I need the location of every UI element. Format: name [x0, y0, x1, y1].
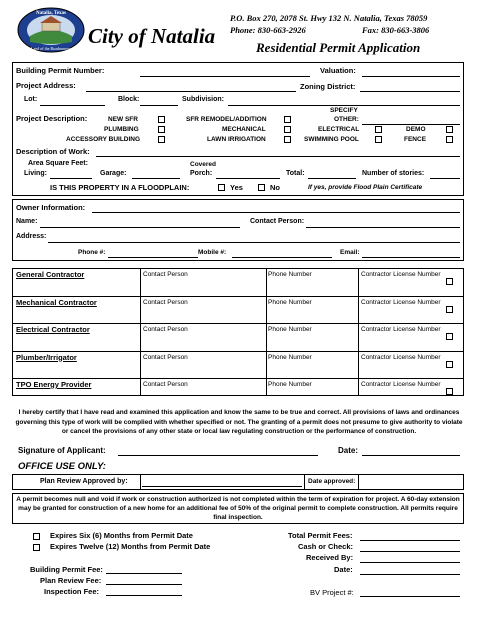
contractor-row-divider [12, 351, 464, 352]
checkbox-expires-six[interactable] [33, 533, 40, 540]
checkbox-accessory[interactable] [158, 136, 165, 143]
bv-project-field[interactable] [360, 596, 460, 597]
checkbox-mechanical[interactable] [284, 126, 291, 133]
valuation-field[interactable] [362, 76, 460, 77]
covered-label: Covered [190, 161, 217, 168]
contractor-phone-number: Phone Number [268, 353, 312, 361]
porch-label: Porch: [190, 170, 213, 177]
stories-field[interactable] [430, 178, 460, 179]
floodplain-no-label: No [270, 183, 280, 192]
type-sfr-remodel: SFR REMODEL/ADDITION [186, 116, 267, 123]
form-title: Residential Permit Application [256, 40, 421, 55]
type-new-sfr: NEW SFR [108, 116, 138, 123]
checkbox-sfr-remodel[interactable] [284, 116, 291, 123]
total-permit-fees-field[interactable] [360, 540, 460, 541]
total-permit-fees-label: Total Permit Fees: [288, 531, 353, 540]
seal-text-bottom: Land of the Roadrunners [31, 46, 71, 51]
project-address-field[interactable] [86, 91, 296, 92]
plan-review-divider-2 [304, 474, 305, 490]
owner-email-label: Email: [340, 249, 360, 256]
owner-info-label: Owner Information: [16, 203, 86, 212]
subdivision-label: Subdivision: [182, 96, 224, 103]
contractor-name: General Contractor [16, 270, 85, 279]
checkbox-floodplain-yes[interactable] [218, 184, 225, 191]
type-mechanical: MECHANICAL [222, 126, 266, 133]
building-permit-number-label: Building Permit Number: [16, 66, 105, 75]
contractor-contact-person: Contact Person [143, 271, 188, 278]
checkbox-lawn[interactable] [284, 136, 291, 143]
inspection-fee-field[interactable] [106, 595, 182, 596]
plan-review-fee-label: Plan Review Fee: [40, 576, 102, 585]
certification-text: I hereby certify that I have read and examined this application and know the same to be true and correct. All provisions of laws and ordinances governing this type of work will be complied with whether specified or not. The granting of a permit does not presume to give authority to violate or cancel the provisions of any other state or local law regulating construction or the performance of construction. [15, 409, 463, 435]
lot-label: Lot: [24, 96, 38, 103]
address-line: P.O. Box 270, 2078 St. Hwy 132 N. Natalia, Texas 78059 [230, 13, 428, 23]
building-permit-fee-label: Building Permit Fee: [30, 565, 103, 574]
description-of-work-field[interactable] [96, 156, 460, 157]
signature-field[interactable] [118, 455, 318, 456]
inspection-fee-label: Inspection Fee: [44, 587, 100, 596]
owner-contact-field[interactable] [306, 227, 460, 228]
porch-field[interactable] [216, 178, 280, 179]
expiration-notice: A permit becomes null and void if work or construction authorized is not completed within the term of expiration for project. A 60-day extension may be granted for construction of a new home for an additional fee of 50% of the original permit to complete construction. All permits require final inspection. [16, 496, 460, 521]
valuation-label: Valuation: [320, 66, 356, 75]
office-date-field[interactable] [360, 574, 460, 575]
signature-date-field[interactable] [362, 455, 460, 456]
contractor-contact-person: Contact Person [143, 326, 188, 333]
contractor-license-number: Contractor License Number [361, 381, 441, 388]
type-accessory: ACCESSORY BUILDING [66, 136, 141, 143]
checkbox-fence[interactable] [446, 136, 453, 143]
contractor-name: Electrical Contractor [16, 325, 90, 334]
checkbox-electrical[interactable] [375, 126, 382, 133]
contractor-contact-person: Contact Person [143, 298, 188, 306]
contractor-name: Mechanical Contractor [16, 297, 97, 307]
contractor-phone-number: Phone Number [268, 326, 312, 333]
owner-mobile-field[interactable] [232, 257, 332, 258]
date-approved-label: Date approved: [308, 478, 356, 485]
owner-email-field[interactable] [362, 257, 460, 258]
signature-date-label: Date: [338, 446, 359, 455]
description-of-work-label: Description of Work: [16, 147, 90, 156]
contractor-license-number: Contractor License Number [361, 298, 441, 306]
contractor-license-number: Contractor License Number [361, 353, 441, 361]
project-address-label: Project Address: [16, 81, 76, 90]
type-demo: DEMO [406, 126, 426, 133]
type-plumbing: PLUMBING [104, 126, 139, 133]
stories-label: Number of stories: [362, 170, 425, 177]
floodplain-question: IS THIS PROPERTY IN A FLOODPLAIN: [50, 183, 190, 192]
owner-name-field[interactable] [40, 227, 240, 228]
living-field[interactable] [50, 178, 92, 179]
received-by-field[interactable] [360, 562, 460, 563]
checkbox-new-sfr[interactable] [158, 116, 165, 123]
signature-label: Signature of Applicant: [18, 446, 106, 455]
project-description-label: Project Description: [16, 114, 88, 123]
block-field[interactable] [140, 105, 178, 106]
contractor-contact-person: Contact Person [143, 353, 188, 361]
contractor-col-divider-1 [140, 268, 141, 396]
office-use-heading: OFFICE USE ONLY: [18, 461, 106, 472]
building-permit-number-field[interactable] [140, 76, 310, 77]
living-label: Living: [24, 170, 47, 177]
cash-or-check-label: Cash or Check: [298, 542, 354, 551]
seal-text-top: Natalia, Texas [35, 11, 67, 16]
contractor-phone-number: Phone Number [268, 298, 312, 306]
contractor-row-divider [12, 323, 464, 324]
garage-label: Garage: [100, 170, 127, 177]
checkbox-expires-twelve[interactable] [33, 544, 40, 551]
area-square-feet-label: Area Square Feet: [28, 160, 88, 167]
owner-address-field[interactable] [48, 242, 460, 243]
type-lawn: LAWN IRRIGATION [207, 136, 266, 143]
fax-line: Fax: 830-663-3806 [362, 25, 430, 35]
city-seal [16, 6, 86, 54]
floodplain-yes-label: Yes [230, 183, 243, 192]
owner-contact-label: Contact Person: [250, 218, 305, 225]
checkbox-floodplain-no[interactable] [258, 184, 265, 191]
contractor-row-divider [12, 296, 464, 297]
contractor-license-checkbox[interactable] [446, 361, 453, 368]
office-date-label: Date: [334, 565, 353, 574]
zoning-district-field[interactable] [360, 91, 460, 92]
zoning-district-label: Zoning District: [300, 82, 356, 91]
owner-name-label: Name: [16, 218, 38, 225]
phone-line: Phone: 830-663-2926 [230, 25, 306, 35]
contractor-license-checkbox[interactable] [446, 306, 453, 313]
plan-review-approved-field[interactable] [142, 486, 302, 487]
garage-field[interactable] [132, 178, 180, 179]
contractor-name: Plumber/Irrigator [16, 352, 77, 362]
contractor-phone-number: Phone Number [268, 271, 312, 278]
checkbox-demo[interactable] [446, 126, 453, 133]
contractor-phone-number: Phone Number [268, 381, 312, 388]
checkbox-pool[interactable] [375, 136, 382, 143]
contractor-contact-person: Contact Person [143, 381, 188, 388]
bv-project-label: BV Project #: [310, 588, 354, 597]
contractor-license-checkbox[interactable] [446, 278, 453, 285]
expires-twelve-label: Expires Twelve (12) Months from Permit Date [50, 542, 211, 551]
contractor-col-divider-2 [266, 268, 267, 396]
specify-label: SPECIFY [330, 107, 358, 114]
type-fence: FENCE [404, 136, 427, 143]
contractor-col-divider-3 [358, 268, 359, 396]
plan-review-fee-field[interactable] [106, 584, 182, 585]
total-label: Total: [286, 170, 305, 177]
type-pool: SWIMMING POOL [304, 136, 359, 143]
plan-review-divider-3 [358, 474, 359, 490]
owner-phone-label: Phone #: [78, 249, 106, 256]
city-title: City of Natalia [88, 24, 216, 48]
type-electrical: ELECTRICAL [318, 126, 360, 133]
expires-six-label: Expires Six (6) Months from Permit Date [50, 531, 193, 540]
type-other: OTHER: [334, 116, 359, 123]
other-field[interactable] [362, 124, 460, 125]
plan-review-approved-label: Plan Review Approved by: [40, 478, 128, 485]
received-by-label: Received By: [306, 553, 354, 562]
building-permit-fee-field[interactable] [106, 573, 182, 574]
contractor-license-number: Contractor License Number [361, 271, 441, 278]
plan-review-divider-1 [140, 474, 141, 490]
subdivision-field[interactable] [228, 105, 460, 106]
lot-field[interactable] [40, 105, 105, 106]
block-label: Block: [118, 96, 140, 103]
contractor-license-number: Contractor License Number [361, 326, 441, 333]
contractor-license-checkbox[interactable] [446, 388, 453, 395]
checkbox-plumbing[interactable] [158, 126, 165, 133]
total-field[interactable] [308, 178, 356, 179]
owner-phone-field[interactable] [108, 257, 198, 258]
floodplain-note: If yes, provide Flood Plain Certificate [308, 184, 423, 191]
owner-mobile-label: Mobile #: [198, 249, 227, 256]
cash-or-check-field[interactable] [360, 551, 460, 552]
owner-info-field[interactable] [92, 212, 460, 213]
contractor-name: TPO Energy Provider [16, 380, 92, 389]
contractor-license-checkbox[interactable] [446, 333, 453, 340]
contractor-row-divider [12, 378, 464, 379]
owner-address-label: Address: [16, 233, 47, 240]
